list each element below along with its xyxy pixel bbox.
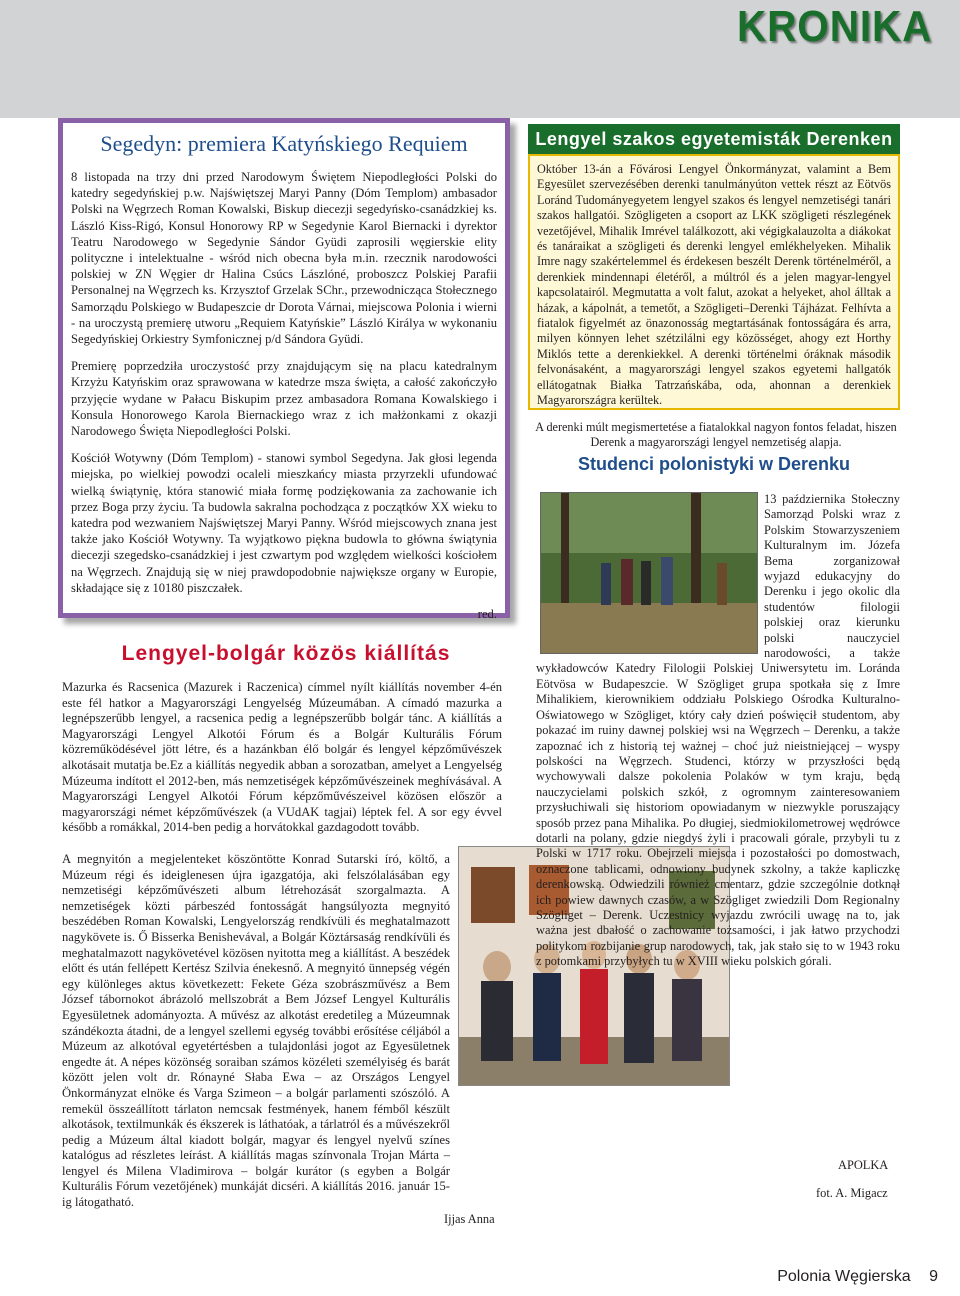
photo-credit: fot. A. Migacz [816,1186,888,1200]
derenk-paragraph-1: Október 13-án a Fővárosi Lengyel Önkormányzat, valamint a Bem Egyesület szervezésében derenki tanulmányúton vettek részt az Eötvös Loránd Tudományegyetem lengyel szakos és lengyel nemzetiségi tanári szakos hallgatói. Szögligeten a csoport az LKK szögligeti részlegének vezetőjével, Mihalik Imrével találkozott, aki végigkalauzolta a diákokat és tanáraikat a szögligeti és derenki lengyel emlékhelyeken. Mihalik Imre nagy szakértelemmel és érdekesen beszélt Derenk történelméről, a derenkiek mindennapi életéről, a múltról és a jelen magyar-lengyel kapcsolatairól. Megmutatta a volt falut, azokat a helyeket, ahol álltak a házak, a kápolnát, a temetőt, a Szögligeti–Derenki Tájházat. Felhívta a fiatalok figyelmét az önazonosság megtartásának fontosságára és arra, milyen könnyen lehet szétzilálni egy közösséget, ahogy ezt Horthy Miklós tette a derenkiekkel. A derenki történelmi óráknak második felvonásaként, a magyarországi lengyel szakos egyetemi hallgatók ellátogatnak Białka Tatrzańskába, oda, ahonnan a derenkiek Magyarországra kerültek. [537,162,891,408]
studenci-body [536,492,900,970]
derenk-article [528,154,900,410]
lengyel-bolgar-title: Lengyel-bolgár közös kiállítás [121,642,451,665]
derenk-paragraph-2: A derenki múlt megismertetése a fiatalokkal nagyon fontos feladat, hiszen Derenk a magyarországi lengyel nemzetiség alapja. [535,420,897,450]
magazine-name: Polonia Węgierska [777,1268,911,1285]
segedyn-paragraph-1: 8 listopada na trzy dni przed Narodowym Świętem Niepodległości Polski do katedry segedyńskiej p.w. Najświętszej Maryi Panny (Dóm Templom) ambasador Polski na Węgrzech Roman Kowalski, Biskup diecezji segedyńsko-csanádzkiej ks. László Kiss-Rigó, Konsul Honorowy RP w Segedynie Karol Biernacki i dyrektor Teatru Narodowego w Segedynie Sándor Gyüdi zaprosili węgierskie elity polityczne i intelektualne - wśród nich obecna była m.in. rzecznik narodowości polskiej w ZN Węgier dr Halina Csúcs Lászlóné, proboszcz Polskiej Parafii Personalnej na Węgrzech ks. Krzysztof Grzelak SChr., przewodnicząca Stołecznego Samorządu Polskiego w Budapeszcie dr Dorota Várnai, miejscowa Polonia i wierni - na uroczystą premierę utworu „Requiem Katyńskie” László Királya w wykonaniu Segedyńskiej Orkiestry Symfonicznej p/d Sándora Gyüdi. [71,170,497,347]
lengyel-bolgar-signature: Ijjas Anna [444,1212,495,1226]
segedyn-signature: red. [477,607,497,622]
section-title: KRONIKA [736,2,932,51]
lengyel-bolgar-paragraph-2: A megnyitón a megjelenteket köszöntötte Konrad Sutarski író, költő, a Múzeum régi és ideiglenesen újra igazgatója, aki felszólalásában egy nemzetiségi képzőművészeti album létrehozását szorgalmazta. A nemzetiségek közti párbeszéd fontosságát hangsúlyozta megnyitó beszédében Roman Kowalski, Lengyelország rendkívüli és meghatalmazott nagykövete is. Ő Bisserka Benishevával, a Bolgár Köztársaság rendkívüli és meghatalmazott nagykövetével közösen nyitotta meg a kiállítást. A beszédek előtt és után fellépett Kertész Szilvia énekesnő. A megnyitó ünnepség végén egy különleges aktus következett: Fekete Géza szobrászművész a Bem József tábornokot ábrázoló mellszobrát a Bem József Lengyel Kulturális Egyesületnek adományozta. A művész az alkotást eredetileg a Múzeumnak szándékozta átadni, de a lengyel szellemi egység további erősítése céljából a Múzeum az alkotóval egyetértésben a tulajdonlási jogot az Egyesületnek engedte át. A népes közönség soraiban számos közéleti személyiség és barát között jelen volt dr. Rónayné Słaba Ewa – az Országos Lengyel Önkormányzat elnöke és Varga Szimeon – a bolgár parlamenti szószóló. A remekül összeállított tárlaton nemcsak festmények, hanem fémből készült alkotások, textilmunkák és ékszerek is láthatóak, a tárlatról és a művészekről pedig a Múzeum által kiadott bolgár, magyar és lengyel nyelvű színes katalógus ad részletes leírást. A kiállítás magas színvonala Trojan Márta – lengyel és Milena Vladimirova – bolgár kurátor (s egyben a Bolgár Kulturális Fórum vezetőjének) munkáját dicséri. A kiállítás 2016. január 15-ig látogatható. [62,852,450,1210]
lengyel-bolgar-body [62,852,450,1218]
lengyel-bolgar-paragraph-1: Mazurka és Racsenica (Mazurek i Raczenica) címmel nyílt kiállítás november 4-én este fél hatkor a Magyarországi Lengyelség Múzeumában. A címadó mazurka a legnépszerűbb lengyel, a racsenica pedig a legnépszerűbb bolgár tánc. A kiállítás a Magyarországi Lengyel Alkotói Fórum és a Bolgár Kulturális Fórum közreműködésével jött létre, és a hazánkban élő bolgár és lengyel képzőművészek alkotásait mutatja be.Ez a kiállítás negyedik abban a sorozatban, amelyet a Lengyelség Múzeuma indított el 2012-ben, más nemzetiségek képzőművészeinek meghívásával. A Magyarországi Lengyel Alkotói Fórum képzőművészeivel közösen először a magyarországi német képzőművészek (a VUdAK tagjai) léptek fel. A sor egy évvel később a romákkal, 2014-ben pedig a horvátokkal gazdagodott tovább. [62,680,502,835]
derenk-title: Lengyel szakos egyetemisták Derenken [528,124,900,154]
page-footer [777,1268,938,1286]
segedyn-title: Segedyn: premiera Katyńskiego Requiem [100,131,468,156]
page-number: 9 [929,1268,938,1285]
studenci-signature: APOLKA [838,1158,889,1172]
studenci-paragraph-1: 13 października Stołeczny Samorząd Polski wraz z Polskim Stowarzyszeniem Kulturalnym im. Józefa Bema zorganizował wyjazd edukacyjny do Derenku i jego okolic dla studentów filologii polskiej oraz kierunku polski nauczyciel narodowości, a także wykładowców Katedry Filologii Polskiej Uniwersytetu im. Loránda Eötvösa w Budapeszcie. W Szögliget grupa spotkała się z Imre Mihalikiem, kierownikiem oddziału Polskiego Ośrodka Kulturalno-Oświatowego w Szögliget, który cały dzień poświęcił studentom, aby pokazać im ruiny dawnej polskiej wsi na Węgrzech – Derenku, a także zapoznać ich z historią tej ważnej – choć już nieistniejącej – wyspy polskości na Węgrzech. Studenci, którzy w przyszłości będą wychowywali dalsze pokolenia Polaków w tym kraju, będą nauczycielami polskich szkół, z ogromnym zainteresowaniem przysłuchiwali się historiom opowiadanym w niezwykle poruszający sposób przez pana Mihalika. Po długiej, siedmiokilometrowej wędrówce dotarli na polany, gdzie niegdyś żyli i pracowali górale, przybyli tu z Polski w 1717 roku. Obejrzeli miejsca i pozostałości po domostwach, oznaczone tablicami, odnowiony budynek szkolny, a także kapliczkę derenkowską. Odwiedzili również cmentarz, gdzie szczególnie dotknął ich powiew dawnych czasów, a w Szögliget zwiedzili Dom Regionalny Szögliget – Derenk. Uczestnicy wyjazdu zwrócili uwagę na to, jak ważna jest dbałość o zachowanie tożsamości, i jak łatwo przychodzi politykom rozbijanie grup narodowych, tak, jak stało się to w 1943 roku z potomkami przybyłych tu w XVIII wieku polskich górali. [536,492,900,969]
studenci-title: Studenci polonistyki w Derenku [577,454,851,474]
segedyn-paragraph-3: Kościół Wotywny (Dóm Templom) - stanowi symbol Segedyna. Jak głosi legenda miejska, po wielkiej powodzi ocaleli mieszkańcy miasta przyrzekli ufundować wielką świątynię, która stanowić miała formę podziękowania za zachowanie ich przez Boga przy życiu. Ta budowla sakralna pochodząca z początków XX wieku to katedra pod wezwaniem Najświętszej Maryi Panny. Wśród miejscowych znana jest także jako Kościół Wotywny. Ta wyjątkowo piękna budowla to główna świątynia diecezji szegedsko-csanádzkiej i jest czwartym pod względem wielkości kościołem na Węgrzech. Znajdują się w niej prawdopodobnie największe organy w Europie, składające się z 10180 piszczałek. [71,451,497,595]
lengyel-bolgar-intro [62,680,502,843]
segedyn-article [58,118,510,622]
segedyn-paragraph-2: Premierę poprzedziła uroczystość przy znajdującym się na placu katedralnym Krzyżu Katyńskim oraz sprawowana w katedrze msza święta, a całość zakończyło przyjęcie wydane w Pałacu Biskupim przez ambasadora Romana Kowalskiego i Konsula Honorowego Karola Biernackiego wraz z ich małżonkami z okazji Narodowego Święta Niepodległości Polski. [71,359,497,439]
